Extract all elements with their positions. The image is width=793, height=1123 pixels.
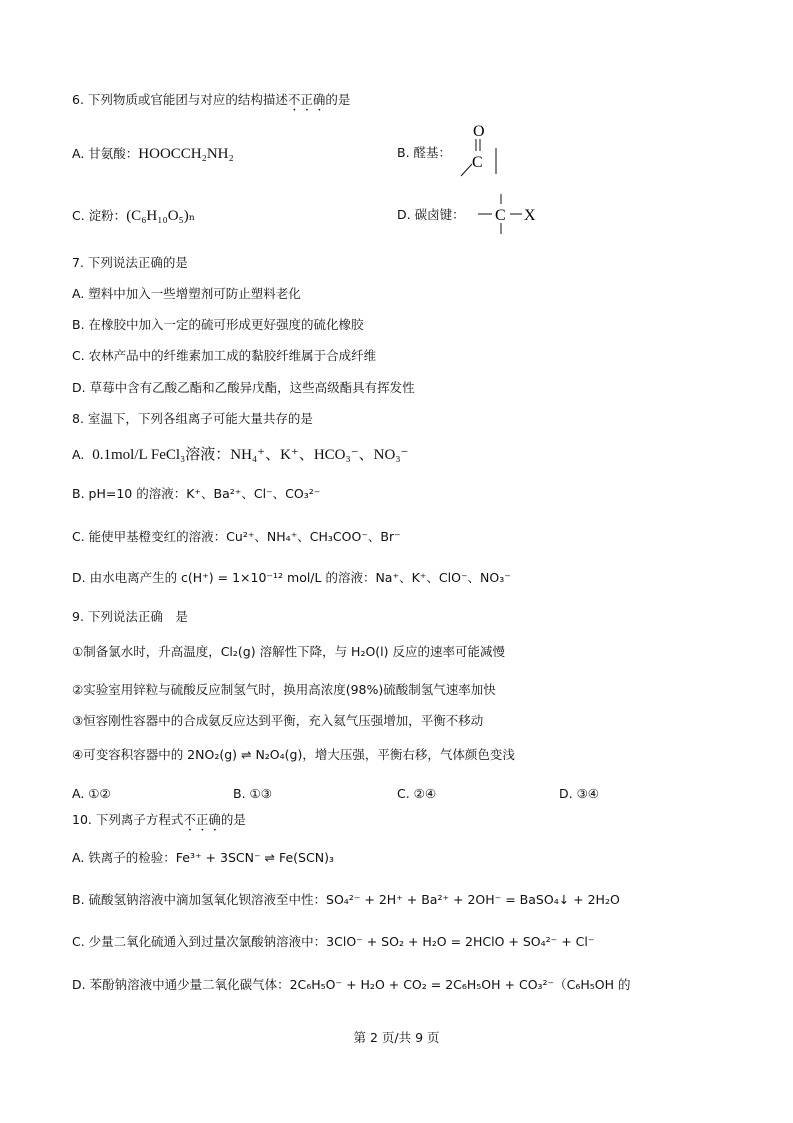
q10-option-b: B. 硫酸氢钠溶液中滴加氢氧化钡溶液至中性：SO₄²⁻ + 2H⁺ + Ba²⁺ + 2OH⁻ = BaSO₄↓ + 2H₂O [72,892,620,907]
struct-c-label-2: C [495,207,506,224]
q9-item-1: ①制备氯水时，升高温度，Cl₂(g) 溶解性下降，与 H₂O(l) 反应的速率可能减慢 [72,644,506,659]
q7-option-a: A. 塑料中加入一些增塑剂可防止塑料老化 [72,286,301,301]
q9-option-c: C. ②④ [397,786,437,801]
q9-item-2: ②实验室用锌粒与硫酸反应制氢气时，换用高浓度(98%)硫酸制氢气速率加快 [72,682,496,697]
q9-item-3: ③恒容刚性容器中的合成氨反应达到平衡，充入氦气压强增加，平衡不移动 [72,713,484,728]
q8-option-c: C. 能使甲基橙变红的溶液：Cu²⁺、NH₄⁺、CH₃COO⁻、Br⁻ [72,529,401,544]
q9-stem: 9. 下列说法正确 是 [72,609,188,624]
q10-option-a: A. 铁离子的检验：Fe³⁺ + 3SCN⁻ ⇌ Fe(SCN)₃ [72,850,334,865]
q9-option-d: D. ③④ [559,786,599,801]
carbon-halogen-structure [474,190,544,236]
q7-option-b: B. 在橡胶中加入一定的硫可形成更好强度的硫化橡胶 [72,317,364,332]
q7-stem: 7. 下列说法正确的是 [72,255,188,270]
q9-item-4: ④可变容积容器中的 2NO₂(g) ⇌ N₂O₄(g)，增大压强，平衡右移，气体颜色变浅 [72,747,515,762]
q10-option-c: C. 少量二氧化硫通入到过量次氯酸钠溶液中：3ClO⁻ + SO₂ + H₂O = 2HClO + SO₄²⁻ + Cl⁻ [72,934,595,949]
q10-option-d: D. 苯酚钠溶液中通少量二氧化碳气体：2C₆H₅O⁻ + H₂O + CO₂ = 2C₆H₅OH + CO₃²⁻（C₆H₅OH 的 [72,977,631,992]
q6-option-a: A. 甘氨酸：HOOCCH₂NH₂ [72,146,234,162]
q6-stem: 6. 下列物质或官能团与对应的结构描述不正确的是 [72,92,351,107]
q8-option-d: D. 由水电离产生的 c(H⁺) = 1×10⁻¹² mol/L 的溶液：Na⁺、K⁺、ClO⁻、NO₃⁻ [72,570,511,585]
q8-option-a: A. 0.1mol/L FeCl₃溶液：NH₄⁺、K⁺、HCO₃⁻、NO₃⁻ [72,447,409,463]
q9-option-a: A. ①② [72,786,111,801]
q8-option-b: B. pH=10 的溶液：K⁺、Ba²⁺、Cl⁻、CO₃²⁻ [72,486,321,501]
q6-option-c: C. 淀粉：(C₆H₁₀O₅)ₙ [72,208,196,224]
aldehyde-structure [455,120,505,180]
q8-stem: 8. 室温下，下列各组离子可能大量共存的是 [72,411,313,426]
struct-c-label: C [472,154,483,171]
q7-option-d: D. 草莓中含有乙酸乙酯和乙酸异戊酯，这些高级酯具有挥发性 [72,380,415,395]
q9-option-b: B. ①③ [233,786,272,801]
q6-option-d: D. 碳卤键： [397,207,465,222]
struct-o-label: O [473,123,485,140]
q7-option-c: C. 农林产品中的纤维素加工成的黏胶纤维属于合成纤维 [72,348,377,363]
q6-option-b: B. 醛基： [397,145,452,160]
struct-x-label: X [524,207,536,224]
q10-stem: 10. 下列离子方程式不正确的是 [72,812,246,827]
page-footer: 第 2 页/共 9 页 [353,1030,440,1045]
